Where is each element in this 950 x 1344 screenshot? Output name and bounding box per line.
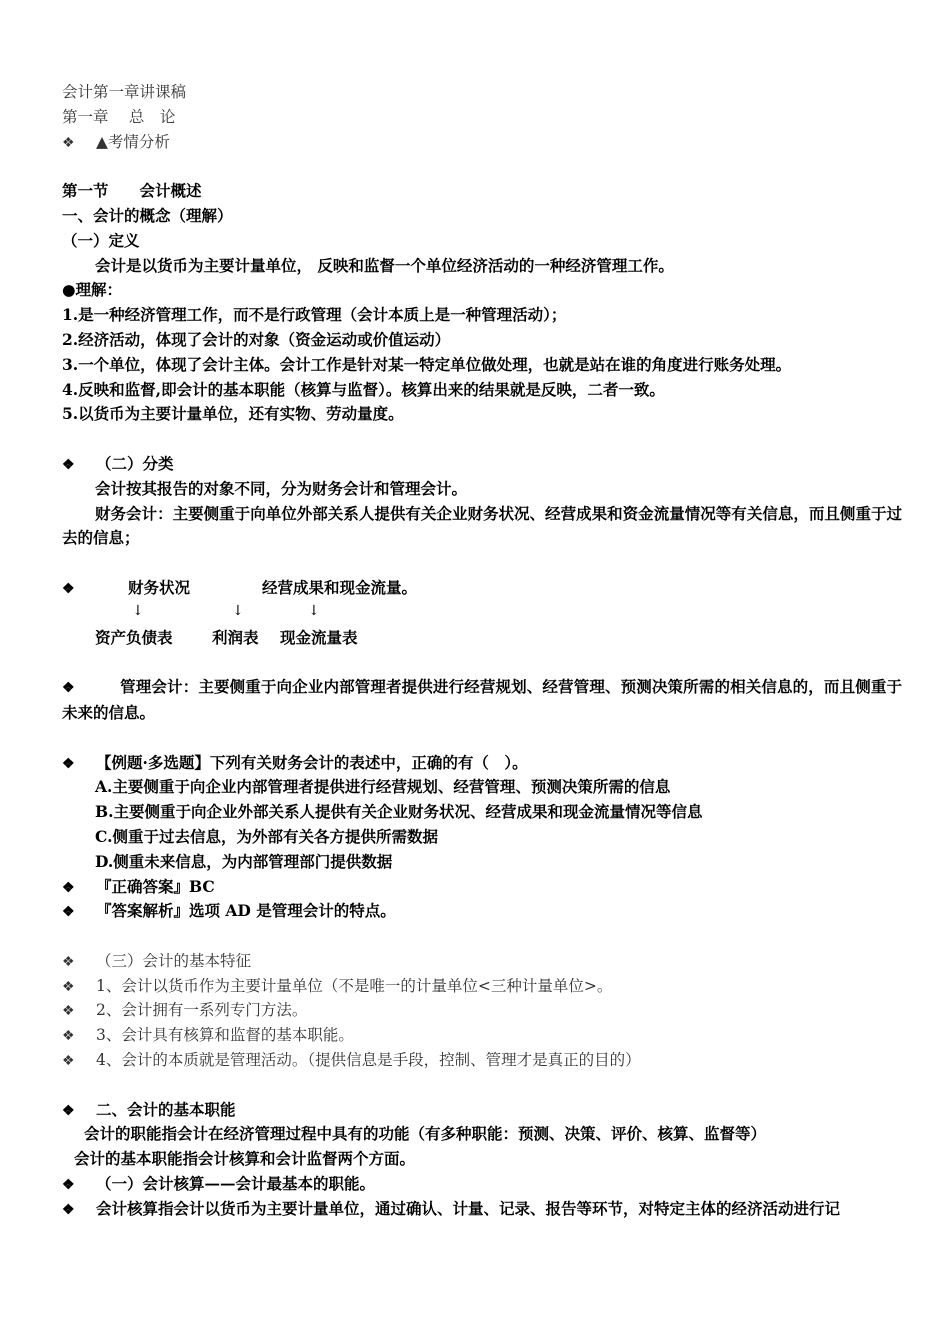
diamond-bullet-icon: ❖ [62,580,75,597]
features-heading-line [62,949,902,974]
understand-heading: ●理解： [62,280,123,300]
functions-line-2: 会计的基本职能指会计核算和会计监督两个方面。 [74,1149,416,1169]
example-answer: 『正确答案』BC [96,876,215,896]
management-accounting-line [62,675,902,726]
diamond-bullet-icon: ❖ [62,953,75,970]
document-page [62,80,902,1222]
example-option-b: B.主要侧重于向企业外部关系人提供有关企业财务状况、经营成果和现金流量情况等信息 [95,802,703,822]
diagram-arrow-row [62,601,902,626]
accounting-core-text: 会计核算指会计以货币为主要计量单位，通过确认、计量、记录、报告等环节，对特定主体的经济活动进行记 [96,1198,841,1218]
functions-heading: 二、会计的基本职能 [96,1099,236,1119]
functions-heading-line [62,1098,902,1123]
feature-item: ❖ 4、会计的本质就是管理活动。（提供信息是手段，控制、管理才是真正的目的） [62,1048,902,1073]
example-analysis: 『答案解析』选项 AD 是管理会计的特点。 [96,901,396,921]
diagram-balance-sheet: 资产负债表 [95,627,173,647]
feature-item: ❖ 1、会计以货币作为主要计量单位（不是唯一的计量单位<三种计量单位>。 [62,974,902,999]
accounting-core-text-line [62,1197,902,1222]
chapter-heading: 第一章 总 论 [62,107,176,126]
diamond-bullet-icon: ❖ [62,1201,75,1218]
diagram-cash-flow-statement: 现金流量表 [280,627,358,647]
example-option-d: D.侧重未来信息，为内部管理部门提供数据 [95,851,393,871]
diamond-bullet-icon: ❖ [62,1053,75,1070]
example-option-c: C.侧重于过去信息，为外部有关各方提供所需数据 [95,826,438,846]
understand-point: 3.一个单位，体现了会计主体。会计工作是针对某一特定单位做处理，也就是站在谁的角度进行账务处理。 [62,354,792,374]
classification-intro: 会计按其报告的对象不同，分为财务会计和管理会计。 [95,478,468,498]
classification-heading: （二）分类 [96,453,174,473]
down-arrow-icon: ↓ [132,602,144,619]
functions-line-1: 会计的职能指会计在经济管理过程中具有的功能（有多种职能：预测、决策、评价、核算、监督等） [84,1124,767,1144]
diagram-financial-position: 财务状况 [128,577,191,597]
diamond-bullet-icon: ❖ [62,879,75,896]
diamond-bullet-icon: ❖ [62,755,75,772]
down-arrow-icon: ↓ [232,602,244,619]
feature-item: ❖ 3、会计具有核算和监督的基本职能。 [62,1023,902,1048]
management-accounting-text: 管理会计：主要侧重于向企业内部管理者提供进行经营规划、经营管理、预测决策所需的相关信息的，而且侧重于未来的信息。 [62,677,902,722]
down-arrow-icon: ↓ [308,602,320,619]
diagram-bottom-row [62,626,902,651]
classification-heading-line [62,452,902,477]
definition-heading: （一）定义 [62,230,140,250]
example-answer-line [62,875,902,900]
diamond-bullet-icon: ❖ [62,1102,75,1119]
understand-point: 2.经济活动，体现了会计的对象（资金运动或价值运动） [62,329,451,349]
concept-heading: 一、会计的概念（理解） [62,205,233,225]
accounting-core-heading: （一）会计核算——会计最基本的职能。 [96,1174,376,1194]
diamond-bullet-icon: ❖ [62,978,75,995]
exam-analysis-line [62,130,902,155]
understand-point: 1.是一种经济管理工作，而不是行政管理（会计本质上是一种管理活动）； [62,305,567,325]
example-analysis-line [62,899,902,924]
diamond-bullet-icon: ❖ [62,134,75,151]
definition-text: 会计是以货币为主要计量单位， 反映和监督一个单位经济活动的一种经济管理工作。 [95,255,674,275]
diamond-bullet-icon: ❖ [62,1028,75,1045]
accounting-core-heading-line [62,1172,902,1197]
features-heading: （三）会计的基本特征 [96,951,252,970]
understand-point: 5.以货币为主要计量单位，还有实物、劳动量度。 [62,404,404,424]
diagram-top-row [62,576,902,601]
diamond-bullet-icon: ❖ [62,680,75,697]
understand-point: 4.反映和监督,即会计的基本职能（核算与监督）。核算出来的结果就是反映，二者一致。 [62,379,665,399]
document-title: 会计第一章讲课稿 [62,83,187,101]
diamond-bullet-icon: ❖ [62,1177,75,1194]
financial-accounting-text: 财务会计：主要侧重于向单位外部关系人提供有关企业财务状况、经营成果和资金流量情况等有关信息，而且侧重于过去的信息； [62,503,902,548]
diamond-bullet-icon: ❖ [62,904,75,921]
section-title: 第一节 会计概述 [62,181,202,201]
diagram-income-statement: 利润表 [212,627,259,647]
example-question: 【例题·多选题】下列有关财务会计的表述中，正确的有（ ）。 [96,752,528,772]
diamond-bullet-icon: ❖ [62,1003,75,1020]
diagram-operating-results: 经营成果和现金流量。 [262,577,418,597]
diamond-bullet-icon: ❖ [62,456,75,473]
feature-item: ❖ 2、会计拥有一系列专门方法。 [62,998,902,1023]
example-question-line [62,751,902,776]
exam-analysis-label: ▲考情分析 [96,132,170,151]
example-option-a: A.主要侧重于向企业内部管理者提供进行经营规划、经营管理、预测决策所需的信息 [95,777,671,797]
